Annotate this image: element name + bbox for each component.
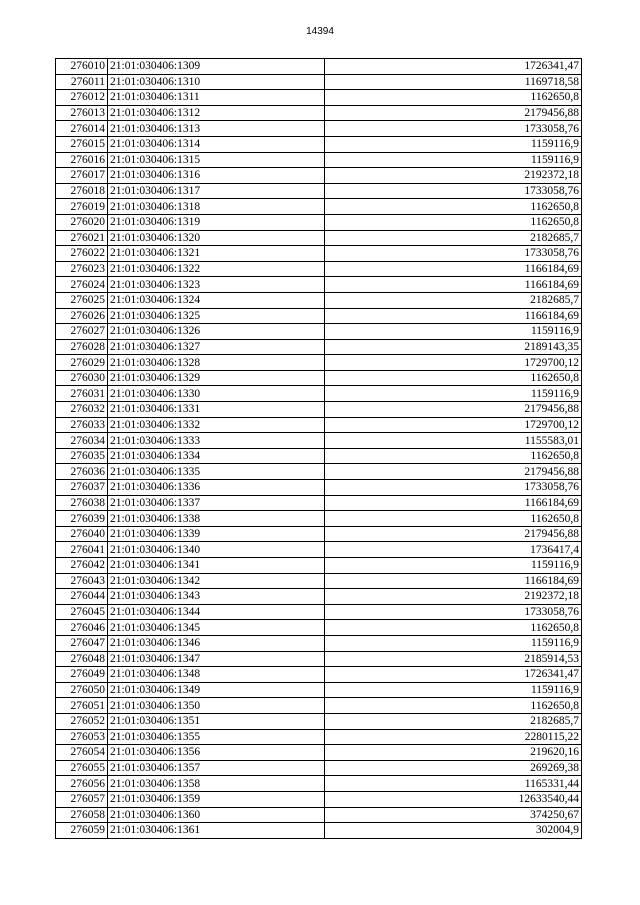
row-number-cell: 276039 (56, 511, 108, 527)
cadastral-number-cell: 21:01:030406:1320 (108, 230, 325, 246)
cadastral-number-cell: 21:01:030406:1351 (108, 713, 325, 729)
cadastral-number-cell: 21:01:030406:1309 (108, 59, 325, 75)
row-number-cell: 276016 (56, 152, 108, 168)
cadastral-number-cell: 21:01:030406:1335 (108, 464, 325, 480)
cadastral-value-cell: 2189143,35 (325, 339, 582, 355)
cadastral-value-cell: 1162650,8 (325, 620, 582, 636)
cadastral-value-cell: 1162650,8 (325, 199, 582, 215)
row-number-cell: 276019 (56, 199, 108, 215)
row-number-cell: 276028 (56, 339, 108, 355)
cadastral-value-cell: 1726341,47 (325, 667, 582, 683)
cadastral-number-cell: 21:01:030406:1361 (108, 823, 325, 839)
cadastral-value-cell: 1726341,47 (325, 59, 582, 75)
cadastral-value-table (55, 58, 582, 839)
cadastral-value-cell: 1166184,69 (325, 277, 582, 293)
cadastral-value-cell: 1162650,8 (325, 214, 582, 230)
row-number-cell: 276035 (56, 448, 108, 464)
row-number-cell: 276034 (56, 433, 108, 449)
cadastral-value-cell: 2179456,88 (325, 464, 582, 480)
cadastral-value-cell: 1733058,76 (325, 246, 582, 262)
row-number-cell: 276057 (56, 791, 108, 807)
cadastral-number-cell: 21:01:030406:1315 (108, 152, 325, 168)
table-row (56, 339, 582, 355)
cadastral-number-cell: 21:01:030406:1325 (108, 308, 325, 324)
table-row (56, 199, 582, 215)
cadastral-value-cell: 1169718,58 (325, 74, 582, 90)
cadastral-number-cell: 21:01:030406:1323 (108, 277, 325, 293)
cadastral-value-cell: 1159116,9 (325, 136, 582, 152)
cadastral-value-cell: 2179456,88 (325, 526, 582, 542)
cadastral-number-cell: 21:01:030406:1339 (108, 526, 325, 542)
table-row (56, 604, 582, 620)
cadastral-value-cell: 2192372,18 (325, 168, 582, 184)
row-number-cell: 276023 (56, 261, 108, 277)
table-row (56, 495, 582, 511)
table-row (56, 324, 582, 340)
table-row (56, 620, 582, 636)
cadastral-value-cell: 12633540,44 (325, 791, 582, 807)
row-number-cell: 276052 (56, 713, 108, 729)
row-number-cell: 276021 (56, 230, 108, 246)
row-number-cell: 276055 (56, 760, 108, 776)
cadastral-value-cell: 1166184,69 (325, 495, 582, 511)
cadastral-number-cell: 21:01:030406:1334 (108, 448, 325, 464)
cadastral-value-cell: 1162650,8 (325, 698, 582, 714)
cadastral-number-cell: 21:01:030406:1360 (108, 807, 325, 823)
table-row (56, 90, 582, 106)
row-number-cell: 276025 (56, 292, 108, 308)
cadastral-number-cell: 21:01:030406:1346 (108, 635, 325, 651)
table-row (56, 230, 582, 246)
cadastral-value-cell: 1162650,8 (325, 448, 582, 464)
row-number-cell: 276051 (56, 698, 108, 714)
cadastral-value-cell: 302004,9 (325, 823, 582, 839)
row-number-cell: 276049 (56, 667, 108, 683)
cadastral-value-cell: 1729700,12 (325, 355, 582, 371)
cadastral-number-cell: 21:01:030406:1357 (108, 760, 325, 776)
row-number-cell: 276043 (56, 573, 108, 589)
cadastral-value-cell: 1162650,8 (325, 511, 582, 527)
table-row (56, 698, 582, 714)
table-row (56, 308, 582, 324)
cadastral-value-cell: 2182685,7 (325, 713, 582, 729)
cadastral-number-cell: 21:01:030406:1344 (108, 604, 325, 620)
cadastral-value-cell: 1162650,8 (325, 370, 582, 386)
cadastral-number-cell: 21:01:030406:1338 (108, 511, 325, 527)
row-number-cell: 276038 (56, 495, 108, 511)
cadastral-number-cell: 21:01:030406:1350 (108, 698, 325, 714)
row-number-cell: 276010 (56, 59, 108, 75)
cadastral-number-cell: 21:01:030406:1322 (108, 261, 325, 277)
row-number-cell: 276032 (56, 402, 108, 418)
cadastral-number-cell: 21:01:030406:1343 (108, 589, 325, 605)
table-row (56, 667, 582, 683)
cadastral-number-cell: 21:01:030406:1348 (108, 667, 325, 683)
cadastral-number-cell: 21:01:030406:1355 (108, 729, 325, 745)
cadastral-value-cell: 1159116,9 (325, 682, 582, 698)
row-number-cell: 276058 (56, 807, 108, 823)
table-row (56, 682, 582, 698)
cadastral-value-cell: 2179456,88 (325, 105, 582, 121)
table-row (56, 760, 582, 776)
cadastral-value-cell: 2185914,53 (325, 651, 582, 667)
table-row (56, 573, 582, 589)
row-number-cell: 276037 (56, 480, 108, 496)
row-number-cell: 276022 (56, 246, 108, 262)
row-number-cell: 276053 (56, 729, 108, 745)
cadastral-value-cell: 1166184,69 (325, 308, 582, 324)
page-number: 14394 (306, 26, 334, 37)
table-row (56, 791, 582, 807)
row-number-cell: 276029 (56, 355, 108, 371)
table-row (56, 558, 582, 574)
cadastral-number-cell: 21:01:030406:1329 (108, 370, 325, 386)
table-row (56, 136, 582, 152)
cadastral-number-cell: 21:01:030406:1330 (108, 386, 325, 402)
row-number-cell: 276026 (56, 308, 108, 324)
table-row (56, 292, 582, 308)
cadastral-number-cell: 21:01:030406:1333 (108, 433, 325, 449)
row-number-cell: 276013 (56, 105, 108, 121)
table-row (56, 448, 582, 464)
table-row (56, 433, 582, 449)
cadastral-value-cell: 1733058,76 (325, 604, 582, 620)
table-row (56, 651, 582, 667)
row-number-cell: 276015 (56, 136, 108, 152)
cadastral-value-cell: 2182685,7 (325, 230, 582, 246)
row-number-cell: 276041 (56, 542, 108, 558)
cadastral-number-cell: 21:01:030406:1321 (108, 246, 325, 262)
cadastral-number-cell: 21:01:030406:1340 (108, 542, 325, 558)
table-row (56, 59, 582, 75)
cadastral-number-cell: 21:01:030406:1327 (108, 339, 325, 355)
cadastral-number-cell: 21:01:030406:1326 (108, 324, 325, 340)
row-number-cell: 276031 (56, 386, 108, 402)
table-row (56, 386, 582, 402)
row-number-cell: 276044 (56, 589, 108, 605)
table-body (56, 59, 582, 839)
table-row (56, 355, 582, 371)
table-row (56, 121, 582, 137)
cadastral-value-cell: 1166184,69 (325, 573, 582, 589)
cadastral-number-cell: 21:01:030406:1336 (108, 480, 325, 496)
row-number-cell: 276017 (56, 168, 108, 184)
cadastral-value-cell: 1733058,76 (325, 183, 582, 199)
row-number-cell: 276059 (56, 823, 108, 839)
cadastral-number-cell: 21:01:030406:1311 (108, 90, 325, 106)
table-row (56, 261, 582, 277)
table-row (56, 823, 582, 839)
table-row (56, 417, 582, 433)
cadastral-value-cell: 1729700,12 (325, 417, 582, 433)
row-number-cell: 276014 (56, 121, 108, 137)
cadastral-number-cell: 21:01:030406:1319 (108, 214, 325, 230)
cadastral-value-cell: 1155583,01 (325, 433, 582, 449)
cadastral-value-cell: 1159116,9 (325, 324, 582, 340)
table-row (56, 214, 582, 230)
row-number-cell: 276018 (56, 183, 108, 199)
table-row (56, 183, 582, 199)
row-number-cell: 276033 (56, 417, 108, 433)
cadastral-value-cell: 1162650,8 (325, 90, 582, 106)
cadastral-value-cell: 269269,38 (325, 760, 582, 776)
cadastral-number-cell: 21:01:030406:1359 (108, 791, 325, 807)
table-row (56, 402, 582, 418)
row-number-cell: 276047 (56, 635, 108, 651)
row-number-cell: 276011 (56, 74, 108, 90)
cadastral-value-cell: 2280115,22 (325, 729, 582, 745)
table-row (56, 745, 582, 761)
cadastral-number-cell: 21:01:030406:1347 (108, 651, 325, 667)
row-number-cell: 276027 (56, 324, 108, 340)
table-row (56, 464, 582, 480)
row-number-cell: 276020 (56, 214, 108, 230)
cadastral-number-cell: 21:01:030406:1358 (108, 776, 325, 792)
row-number-cell: 276042 (56, 558, 108, 574)
table-row (56, 105, 582, 121)
table-row (56, 526, 582, 542)
table-row (56, 589, 582, 605)
row-number-cell: 276036 (56, 464, 108, 480)
cadastral-value-cell: 219620,16 (325, 745, 582, 761)
row-number-cell: 276054 (56, 745, 108, 761)
row-number-cell: 276046 (56, 620, 108, 636)
cadastral-number-cell: 21:01:030406:1318 (108, 199, 325, 215)
cadastral-value-cell: 2192372,18 (325, 589, 582, 605)
table-row (56, 277, 582, 293)
row-number-cell: 276050 (56, 682, 108, 698)
table-row (56, 168, 582, 184)
cadastral-number-cell: 21:01:030406:1324 (108, 292, 325, 308)
cadastral-value-cell: 1733058,76 (325, 480, 582, 496)
table-row (56, 152, 582, 168)
cadastral-value-cell: 2179456,88 (325, 402, 582, 418)
cadastral-number-cell: 21:01:030406:1328 (108, 355, 325, 371)
cadastral-value-cell: 1159116,9 (325, 152, 582, 168)
table-row (56, 776, 582, 792)
cadastral-number-cell: 21:01:030406:1331 (108, 402, 325, 418)
cadastral-number-cell: 21:01:030406:1345 (108, 620, 325, 636)
table-row (56, 635, 582, 651)
cadastral-number-cell: 21:01:030406:1349 (108, 682, 325, 698)
table-row (56, 480, 582, 496)
cadastral-number-cell: 21:01:030406:1312 (108, 105, 325, 121)
table-row (56, 729, 582, 745)
row-number-cell: 276040 (56, 526, 108, 542)
cadastral-number-cell: 21:01:030406:1356 (108, 745, 325, 761)
cadastral-value-cell: 1165331,44 (325, 776, 582, 792)
cadastral-number-cell: 21:01:030406:1332 (108, 417, 325, 433)
row-number-cell: 276045 (56, 604, 108, 620)
cadastral-number-cell: 21:01:030406:1341 (108, 558, 325, 574)
cadastral-number-cell: 21:01:030406:1337 (108, 495, 325, 511)
cadastral-value-cell: 374250,67 (325, 807, 582, 823)
cadastral-value-cell: 1159116,9 (325, 635, 582, 651)
row-number-cell: 276030 (56, 370, 108, 386)
cadastral-number-cell: 21:01:030406:1313 (108, 121, 325, 137)
row-number-cell: 276024 (56, 277, 108, 293)
row-number-cell: 276056 (56, 776, 108, 792)
cadastral-value-cell: 1159116,9 (325, 558, 582, 574)
cadastral-value-cell: 1733058,76 (325, 121, 582, 137)
cadastral-number-cell: 21:01:030406:1342 (108, 573, 325, 589)
cadastral-number-cell: 21:01:030406:1317 (108, 183, 325, 199)
table-row (56, 713, 582, 729)
cadastral-value-cell: 1166184,69 (325, 261, 582, 277)
cadastral-number-cell: 21:01:030406:1310 (108, 74, 325, 90)
table-row (56, 542, 582, 558)
cadastral-value-cell: 2182685,7 (325, 292, 582, 308)
table-row (56, 246, 582, 262)
table-row (56, 511, 582, 527)
table-row (56, 370, 582, 386)
cadastral-number-cell: 21:01:030406:1316 (108, 168, 325, 184)
cadastral-value-cell: 1736417,4 (325, 542, 582, 558)
row-number-cell: 276048 (56, 651, 108, 667)
cadastral-value-cell: 1159116,9 (325, 386, 582, 402)
cadastral-number-cell: 21:01:030406:1314 (108, 136, 325, 152)
table-row (56, 74, 582, 90)
row-number-cell: 276012 (56, 90, 108, 106)
table-row (56, 807, 582, 823)
